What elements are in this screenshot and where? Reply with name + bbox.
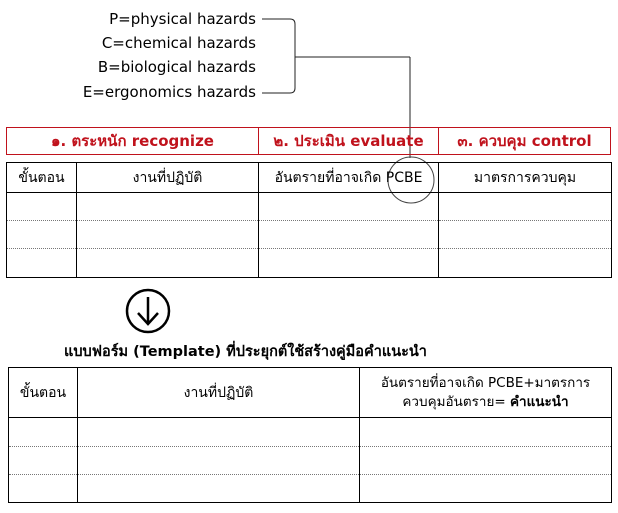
table-cell <box>439 193 612 221</box>
table-cell <box>78 447 360 475</box>
header-hazard <box>259 163 439 193</box>
header-hazard-pcbe: PCBE <box>385 169 423 186</box>
table-header-row <box>7 163 612 193</box>
legend-item-e: E=ergonomics hazards <box>82 83 256 101</box>
table-cell <box>78 418 360 447</box>
phase-recognize: ๑. ตระหนัก recognize <box>6 127 259 155</box>
table-cell <box>9 447 78 475</box>
down-arrow-circle-icon <box>124 287 172 335</box>
table-cell <box>439 221 612 249</box>
header-col3-line1: อันตรายที่อาจเกิด PCBE+มาตรการ <box>380 374 591 391</box>
table-row <box>7 249 612 278</box>
table-row <box>7 193 612 221</box>
table-cell <box>7 249 77 278</box>
hazard-analysis-table <box>6 162 612 278</box>
table-cell <box>439 249 612 278</box>
table-header-row <box>9 368 612 418</box>
table-row <box>9 418 612 447</box>
table-cell <box>259 221 439 249</box>
table-cell <box>9 418 78 447</box>
table-row <box>7 221 612 249</box>
table-cell <box>77 249 259 278</box>
table-cell <box>360 475 612 503</box>
header-hazard-label: อันตรายที่อาจเกิด <box>274 169 382 186</box>
table-cell <box>259 249 439 278</box>
legend-item-b: B=biological hazards <box>97 58 256 76</box>
table-cell <box>7 221 77 249</box>
header-col3-advice: คำแนะนำ <box>509 393 569 410</box>
table-cell <box>7 193 77 221</box>
table-cell <box>360 447 612 475</box>
header-col3-prefix: ควบคุมอันตราย= <box>402 393 510 410</box>
table-cell <box>360 418 612 447</box>
header-col3-line2 <box>360 393 611 412</box>
table-row <box>9 475 612 503</box>
table-row <box>9 447 612 475</box>
template-title: แบบฟอร์ม (Template) ที่ประยุกต์ใช้สร้างคู่มือคำแนะนำ <box>64 344 427 360</box>
header-step: ขั้นตอน <box>7 163 77 193</box>
table-cell <box>77 221 259 249</box>
legend-item-c: C=chemical hazards <box>101 34 256 52</box>
template-table <box>8 367 612 503</box>
header-control-measures: มาตรการควบคุม <box>439 163 612 193</box>
header-task: งานที่ปฏิบัติ <box>77 163 259 193</box>
legend-item-p: P=physical hazards <box>109 10 256 28</box>
phase-evaluate: ๒. ประเมิน evaluate <box>258 127 439 155</box>
table-cell <box>77 193 259 221</box>
phase-control: ๓. ควบคุม control <box>438 127 611 155</box>
header-task: งานที่ปฏิบัติ <box>78 368 360 418</box>
table-cell <box>259 193 439 221</box>
table-cell <box>9 475 78 503</box>
header-hazard-control-advice <box>360 368 612 418</box>
header-step: ขั้นตอน <box>9 368 78 418</box>
table-cell <box>78 475 360 503</box>
